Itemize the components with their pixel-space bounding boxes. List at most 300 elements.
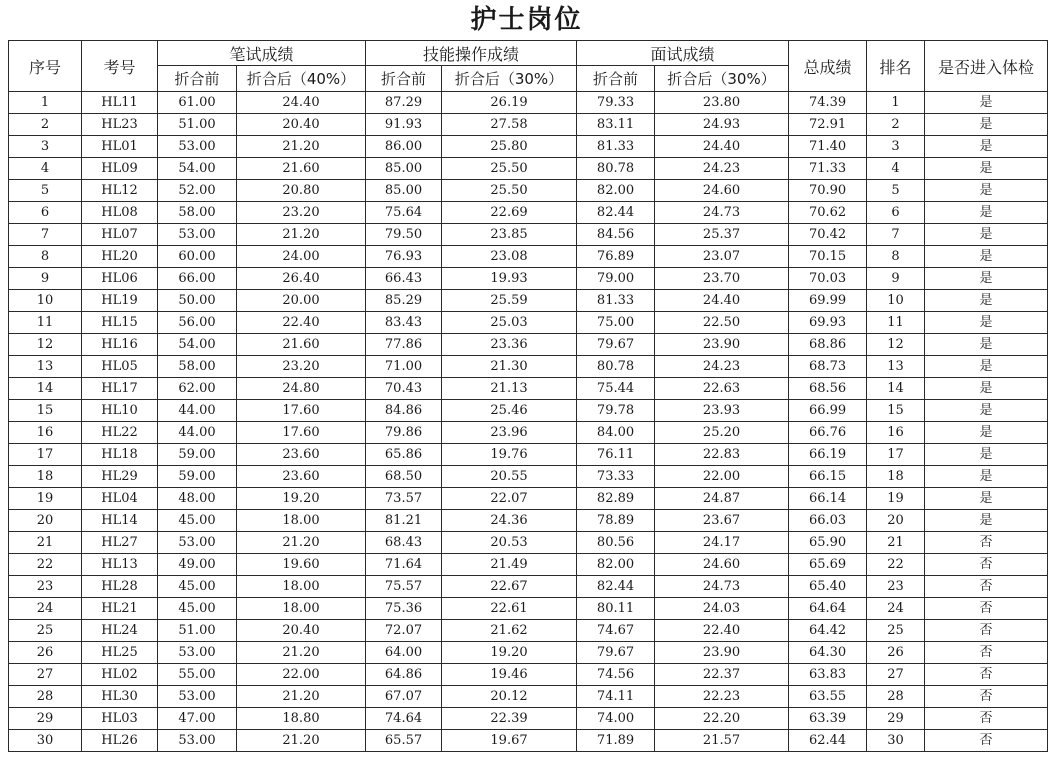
cell-total: 66.03 — [789, 510, 867, 532]
cell-skill-before: 81.21 — [366, 510, 442, 532]
cell-seq: 19 — [9, 488, 82, 510]
cell-total: 63.83 — [789, 664, 867, 686]
cell-written-before: 48.00 — [158, 488, 237, 510]
cell-skill-before: 75.64 — [366, 202, 442, 224]
cell-written-before: 44.00 — [158, 422, 237, 444]
cell-interview-after: 22.40 — [655, 620, 789, 642]
cell-written-after: 20.40 — [237, 114, 366, 136]
cell-written-before: 49.00 — [158, 554, 237, 576]
cell-interview-after: 24.23 — [655, 158, 789, 180]
cell-written-after: 23.60 — [237, 466, 366, 488]
cell-exam-id: HL17 — [82, 378, 158, 400]
table-row — [9, 356, 1048, 378]
cell-written-after: 21.20 — [237, 642, 366, 664]
cell-rank: 21 — [867, 532, 925, 554]
cell-written-before: 53.00 — [158, 642, 237, 664]
cell-interview-after: 24.73 — [655, 202, 789, 224]
cell-skill-after: 22.39 — [442, 708, 577, 730]
cell-total: 62.44 — [789, 730, 867, 752]
cell-total: 68.86 — [789, 334, 867, 356]
cell-total: 65.69 — [789, 554, 867, 576]
cell-interview-after: 22.83 — [655, 444, 789, 466]
cell-written-after: 21.60 — [237, 158, 366, 180]
cell-seq: 9 — [9, 268, 82, 290]
cell-seq: 1 — [9, 92, 82, 114]
cell-written-after: 24.80 — [237, 378, 366, 400]
cell-seq: 28 — [9, 686, 82, 708]
cell-skill-after: 20.53 — [442, 532, 577, 554]
cell-rank: 26 — [867, 642, 925, 664]
cell-exam-id: HL03 — [82, 708, 158, 730]
cell-rank: 23 — [867, 576, 925, 598]
cell-exam-id: HL05 — [82, 356, 158, 378]
cell-seq: 2 — [9, 114, 82, 136]
cell-skill-before: 87.29 — [366, 92, 442, 114]
cell-skill-before: 85.00 — [366, 180, 442, 202]
table-row — [9, 378, 1048, 400]
table-row — [9, 466, 1048, 488]
cell-exam-id: HL09 — [82, 158, 158, 180]
cell-skill-after: 19.46 — [442, 664, 577, 686]
cell-interview-before: 79.00 — [577, 268, 655, 290]
header-total: 总成绩 — [789, 41, 867, 92]
cell-total: 68.73 — [789, 356, 867, 378]
cell-exam-id: HL14 — [82, 510, 158, 532]
cell-total: 70.03 — [789, 268, 867, 290]
cell-exam-id: HL10 — [82, 400, 158, 422]
cell-rank: 13 — [867, 356, 925, 378]
cell-physical-exam: 是 — [925, 422, 1048, 444]
cell-skill-after: 23.96 — [442, 422, 577, 444]
cell-skill-before: 73.57 — [366, 488, 442, 510]
cell-rank: 12 — [867, 334, 925, 356]
cell-written-after: 18.80 — [237, 708, 366, 730]
cell-written-after: 24.40 — [237, 92, 366, 114]
cell-seq: 7 — [9, 224, 82, 246]
table-row — [9, 312, 1048, 334]
cell-interview-before: 76.89 — [577, 246, 655, 268]
cell-written-before: 52.00 — [158, 180, 237, 202]
cell-skill-after: 25.46 — [442, 400, 577, 422]
cell-total: 72.91 — [789, 114, 867, 136]
cell-physical-exam: 是 — [925, 488, 1048, 510]
table-row — [9, 554, 1048, 576]
cell-exam-id: HL01 — [82, 136, 158, 158]
cell-exam-id: HL16 — [82, 334, 158, 356]
cell-written-before: 53.00 — [158, 224, 237, 246]
cell-interview-after: 23.67 — [655, 510, 789, 532]
cell-exam-id: HL12 — [82, 180, 158, 202]
cell-interview-after: 24.03 — [655, 598, 789, 620]
cell-skill-after: 20.55 — [442, 466, 577, 488]
cell-skill-before: 84.86 — [366, 400, 442, 422]
cell-interview-before: 82.00 — [577, 180, 655, 202]
cell-interview-after: 24.40 — [655, 290, 789, 312]
cell-interview-before: 82.00 — [577, 554, 655, 576]
table-row — [9, 202, 1048, 224]
cell-skill-before: 67.07 — [366, 686, 442, 708]
cell-rank: 22 — [867, 554, 925, 576]
table-row — [9, 708, 1048, 730]
cell-skill-before: 74.64 — [366, 708, 442, 730]
cell-skill-after: 20.12 — [442, 686, 577, 708]
cell-skill-after: 25.50 — [442, 180, 577, 202]
cell-interview-before: 71.89 — [577, 730, 655, 752]
cell-rank: 30 — [867, 730, 925, 752]
table-row — [9, 576, 1048, 598]
cell-rank: 6 — [867, 202, 925, 224]
cell-total: 66.99 — [789, 400, 867, 422]
cell-physical-exam: 是 — [925, 510, 1048, 532]
cell-skill-after: 21.49 — [442, 554, 577, 576]
cell-skill-before: 75.57 — [366, 576, 442, 598]
cell-written-before: 58.00 — [158, 202, 237, 224]
cell-exam-id: HL24 — [82, 620, 158, 642]
cell-written-after: 21.60 — [237, 334, 366, 356]
cell-interview-after: 23.90 — [655, 334, 789, 356]
cell-skill-before: 66.43 — [366, 268, 442, 290]
cell-written-after: 23.20 — [237, 202, 366, 224]
cell-total: 66.15 — [789, 466, 867, 488]
table-row — [9, 730, 1048, 752]
header-physical-exam: 是否进入体检 — [925, 41, 1048, 92]
cell-skill-before: 68.50 — [366, 466, 442, 488]
cell-skill-after: 25.50 — [442, 158, 577, 180]
cell-seq: 17 — [9, 444, 82, 466]
cell-interview-before: 82.44 — [577, 202, 655, 224]
cell-rank: 11 — [867, 312, 925, 334]
cell-skill-after: 19.67 — [442, 730, 577, 752]
cell-seq: 15 — [9, 400, 82, 422]
cell-written-after: 21.20 — [237, 730, 366, 752]
cell-rank: 16 — [867, 422, 925, 444]
cell-total: 68.56 — [789, 378, 867, 400]
cell-written-after: 17.60 — [237, 422, 366, 444]
cell-seq: 22 — [9, 554, 82, 576]
cell-skill-after: 21.62 — [442, 620, 577, 642]
cell-written-after: 26.40 — [237, 268, 366, 290]
cell-interview-before: 79.78 — [577, 400, 655, 422]
cell-rank: 17 — [867, 444, 925, 466]
cell-physical-exam: 否 — [925, 730, 1048, 752]
cell-interview-before: 74.00 — [577, 708, 655, 730]
cell-rank: 5 — [867, 180, 925, 202]
cell-skill-before: 85.00 — [366, 158, 442, 180]
cell-interview-before: 80.78 — [577, 356, 655, 378]
cell-written-before: 61.00 — [158, 92, 237, 114]
cell-written-before: 50.00 — [158, 290, 237, 312]
cell-written-before: 45.00 — [158, 576, 237, 598]
cell-rank: 3 — [867, 136, 925, 158]
cell-written-after: 21.20 — [237, 532, 366, 554]
cell-skill-after: 27.58 — [442, 114, 577, 136]
cell-written-before: 45.00 — [158, 598, 237, 620]
table-row — [9, 334, 1048, 356]
cell-exam-id: HL08 — [82, 202, 158, 224]
cell-total: 66.76 — [789, 422, 867, 444]
cell-skill-before: 68.43 — [366, 532, 442, 554]
cell-interview-after: 24.60 — [655, 180, 789, 202]
cell-physical-exam: 否 — [925, 598, 1048, 620]
cell-interview-after: 24.23 — [655, 356, 789, 378]
cell-skill-before: 65.57 — [366, 730, 442, 752]
cell-total: 69.93 — [789, 312, 867, 334]
cell-skill-before: 64.00 — [366, 642, 442, 664]
cell-interview-before: 83.11 — [577, 114, 655, 136]
cell-interview-after: 25.37 — [655, 224, 789, 246]
cell-seq: 29 — [9, 708, 82, 730]
cell-written-before: 53.00 — [158, 532, 237, 554]
cell-rank: 10 — [867, 290, 925, 312]
cell-skill-after: 23.36 — [442, 334, 577, 356]
cell-interview-after: 22.00 — [655, 466, 789, 488]
page-title: 护士岗位 — [470, 5, 583, 35]
cell-interview-after: 22.20 — [655, 708, 789, 730]
cell-exam-id: HL27 — [82, 532, 158, 554]
header-interview-after: 折合后（30%） — [655, 66, 789, 92]
cell-total: 70.42 — [789, 224, 867, 246]
cell-skill-before: 91.93 — [366, 114, 442, 136]
cell-interview-before: 76.11 — [577, 444, 655, 466]
cell-physical-exam: 否 — [925, 620, 1048, 642]
cell-interview-before: 84.00 — [577, 422, 655, 444]
cell-seq: 16 — [9, 422, 82, 444]
cell-skill-before: 79.86 — [366, 422, 442, 444]
cell-exam-id: HL22 — [82, 422, 158, 444]
cell-exam-id: HL07 — [82, 224, 158, 246]
cell-physical-exam: 是 — [925, 246, 1048, 268]
cell-written-before: 51.00 — [158, 620, 237, 642]
cell-total: 71.33 — [789, 158, 867, 180]
cell-skill-before: 71.64 — [366, 554, 442, 576]
cell-exam-id: HL23 — [82, 114, 158, 136]
cell-interview-after: 21.57 — [655, 730, 789, 752]
cell-rank: 7 — [867, 224, 925, 246]
cell-interview-after: 25.20 — [655, 422, 789, 444]
cell-rank: 25 — [867, 620, 925, 642]
cell-total: 65.40 — [789, 576, 867, 598]
cell-total: 64.42 — [789, 620, 867, 642]
cell-rank: 28 — [867, 686, 925, 708]
header-skill-before: 折合前 — [366, 66, 442, 92]
cell-interview-before: 75.00 — [577, 312, 655, 334]
cell-rank: 27 — [867, 664, 925, 686]
cell-rank: 14 — [867, 378, 925, 400]
table-row — [9, 246, 1048, 268]
table-row — [9, 532, 1048, 554]
cell-interview-before: 73.33 — [577, 466, 655, 488]
table-row — [9, 158, 1048, 180]
cell-rank: 19 — [867, 488, 925, 510]
cell-total: 70.62 — [789, 202, 867, 224]
cell-written-before: 44.00 — [158, 400, 237, 422]
cell-written-before: 59.00 — [158, 466, 237, 488]
cell-physical-exam: 是 — [925, 290, 1048, 312]
cell-seq: 24 — [9, 598, 82, 620]
cell-written-after: 23.60 — [237, 444, 366, 466]
cell-interview-before: 82.44 — [577, 576, 655, 598]
cell-interview-before: 80.56 — [577, 532, 655, 554]
table-row — [9, 136, 1048, 158]
cell-written-after: 22.00 — [237, 664, 366, 686]
cell-skill-after: 23.08 — [442, 246, 577, 268]
cell-seq: 8 — [9, 246, 82, 268]
cell-written-before: 62.00 — [158, 378, 237, 400]
header-written-after: 折合后（40%） — [237, 66, 366, 92]
header-exam-id: 考号 — [82, 41, 158, 92]
cell-interview-before: 80.78 — [577, 158, 655, 180]
cell-interview-before: 80.11 — [577, 598, 655, 620]
table-row — [9, 422, 1048, 444]
cell-physical-exam: 否 — [925, 532, 1048, 554]
cell-written-after: 19.60 — [237, 554, 366, 576]
cell-written-after: 17.60 — [237, 400, 366, 422]
cell-exam-id: HL13 — [82, 554, 158, 576]
cell-seq: 3 — [9, 136, 82, 158]
cell-interview-after: 22.37 — [655, 664, 789, 686]
table-row — [9, 642, 1048, 664]
cell-physical-exam: 是 — [925, 136, 1048, 158]
cell-exam-id: HL11 — [82, 92, 158, 114]
cell-physical-exam: 是 — [925, 268, 1048, 290]
cell-written-before: 54.00 — [158, 334, 237, 356]
cell-rank: 9 — [867, 268, 925, 290]
cell-seq: 6 — [9, 202, 82, 224]
cell-interview-after: 22.63 — [655, 378, 789, 400]
table-row — [9, 444, 1048, 466]
cell-skill-after: 25.03 — [442, 312, 577, 334]
cell-total: 71.40 — [789, 136, 867, 158]
cell-rank: 24 — [867, 598, 925, 620]
cell-interview-before: 79.67 — [577, 642, 655, 664]
cell-written-after: 21.20 — [237, 136, 366, 158]
cell-written-before: 53.00 — [158, 730, 237, 752]
cell-seq: 10 — [9, 290, 82, 312]
cell-rank: 2 — [867, 114, 925, 136]
cell-skill-after: 19.76 — [442, 444, 577, 466]
cell-seq: 26 — [9, 642, 82, 664]
header-rank: 排名 — [867, 41, 925, 92]
cell-exam-id: HL20 — [82, 246, 158, 268]
cell-skill-after: 23.85 — [442, 224, 577, 246]
cell-rank: 20 — [867, 510, 925, 532]
cell-physical-exam: 否 — [925, 708, 1048, 730]
cell-interview-before: 75.44 — [577, 378, 655, 400]
cell-physical-exam: 否 — [925, 686, 1048, 708]
table-row — [9, 400, 1048, 422]
cell-interview-before: 81.33 — [577, 136, 655, 158]
table-row — [9, 180, 1048, 202]
cell-written-after: 20.80 — [237, 180, 366, 202]
cell-total: 63.39 — [789, 708, 867, 730]
cell-interview-before: 79.33 — [577, 92, 655, 114]
cell-skill-after: 26.19 — [442, 92, 577, 114]
cell-exam-id: HL15 — [82, 312, 158, 334]
cell-written-after: 19.20 — [237, 488, 366, 510]
cell-skill-before: 83.43 — [366, 312, 442, 334]
cell-physical-exam: 否 — [925, 576, 1048, 598]
cell-rank: 4 — [867, 158, 925, 180]
table-row — [9, 268, 1048, 290]
cell-physical-exam: 否 — [925, 554, 1048, 576]
cell-skill-before: 76.93 — [366, 246, 442, 268]
cell-exam-id: HL19 — [82, 290, 158, 312]
cell-exam-id: HL21 — [82, 598, 158, 620]
header-skill-after: 折合后（30%） — [442, 66, 577, 92]
cell-skill-before: 75.36 — [366, 598, 442, 620]
cell-written-after: 24.00 — [237, 246, 366, 268]
cell-seq: 5 — [9, 180, 82, 202]
cell-interview-after: 24.60 — [655, 554, 789, 576]
table-row — [9, 488, 1048, 510]
cell-skill-after: 19.20 — [442, 642, 577, 664]
cell-physical-exam: 是 — [925, 356, 1048, 378]
cell-interview-after: 23.93 — [655, 400, 789, 422]
cell-skill-before: 86.00 — [366, 136, 442, 158]
cell-written-before: 55.00 — [158, 664, 237, 686]
cell-skill-after: 25.80 — [442, 136, 577, 158]
cell-physical-exam: 是 — [925, 180, 1048, 202]
cell-skill-after: 22.67 — [442, 576, 577, 598]
cell-skill-before: 65.86 — [366, 444, 442, 466]
cell-written-after: 21.20 — [237, 224, 366, 246]
cell-seq: 18 — [9, 466, 82, 488]
cell-written-after: 18.00 — [237, 576, 366, 598]
header-written-before: 折合前 — [158, 66, 237, 92]
table-header — [9, 41, 1048, 92]
cell-seq: 25 — [9, 620, 82, 642]
cell-total: 63.55 — [789, 686, 867, 708]
cell-interview-after: 24.93 — [655, 114, 789, 136]
cell-interview-before: 84.56 — [577, 224, 655, 246]
table-row — [9, 620, 1048, 642]
cell-skill-before: 72.07 — [366, 620, 442, 642]
header-skill: 技能操作成绩 — [366, 41, 577, 66]
header-seq: 序号 — [9, 41, 82, 92]
cell-physical-exam: 是 — [925, 444, 1048, 466]
cell-exam-id: HL30 — [82, 686, 158, 708]
cell-rank: 8 — [867, 246, 925, 268]
cell-interview-after: 23.90 — [655, 642, 789, 664]
cell-exam-id: HL06 — [82, 268, 158, 290]
cell-physical-exam: 否 — [925, 664, 1048, 686]
table-row — [9, 114, 1048, 136]
cell-interview-after: 22.23 — [655, 686, 789, 708]
cell-interview-after: 24.87 — [655, 488, 789, 510]
cell-exam-id: HL02 — [82, 664, 158, 686]
cell-written-before: 59.00 — [158, 444, 237, 466]
cell-total: 66.14 — [789, 488, 867, 510]
cell-written-after: 20.00 — [237, 290, 366, 312]
cell-seq: 21 — [9, 532, 82, 554]
cell-physical-exam: 是 — [925, 202, 1048, 224]
cell-interview-before: 74.11 — [577, 686, 655, 708]
table-row — [9, 92, 1048, 114]
cell-skill-after: 22.61 — [442, 598, 577, 620]
cell-total: 70.15 — [789, 246, 867, 268]
cell-written-before: 66.00 — [158, 268, 237, 290]
cell-written-after: 23.20 — [237, 356, 366, 378]
cell-rank: 18 — [867, 466, 925, 488]
cell-skill-before: 70.43 — [366, 378, 442, 400]
cell-seq: 27 — [9, 664, 82, 686]
cell-written-after: 18.00 — [237, 598, 366, 620]
cell-skill-after: 22.69 — [442, 202, 577, 224]
cell-interview-before: 74.56 — [577, 664, 655, 686]
cell-written-before: 47.00 — [158, 708, 237, 730]
cell-written-before: 45.00 — [158, 510, 237, 532]
cell-interview-after: 24.73 — [655, 576, 789, 598]
